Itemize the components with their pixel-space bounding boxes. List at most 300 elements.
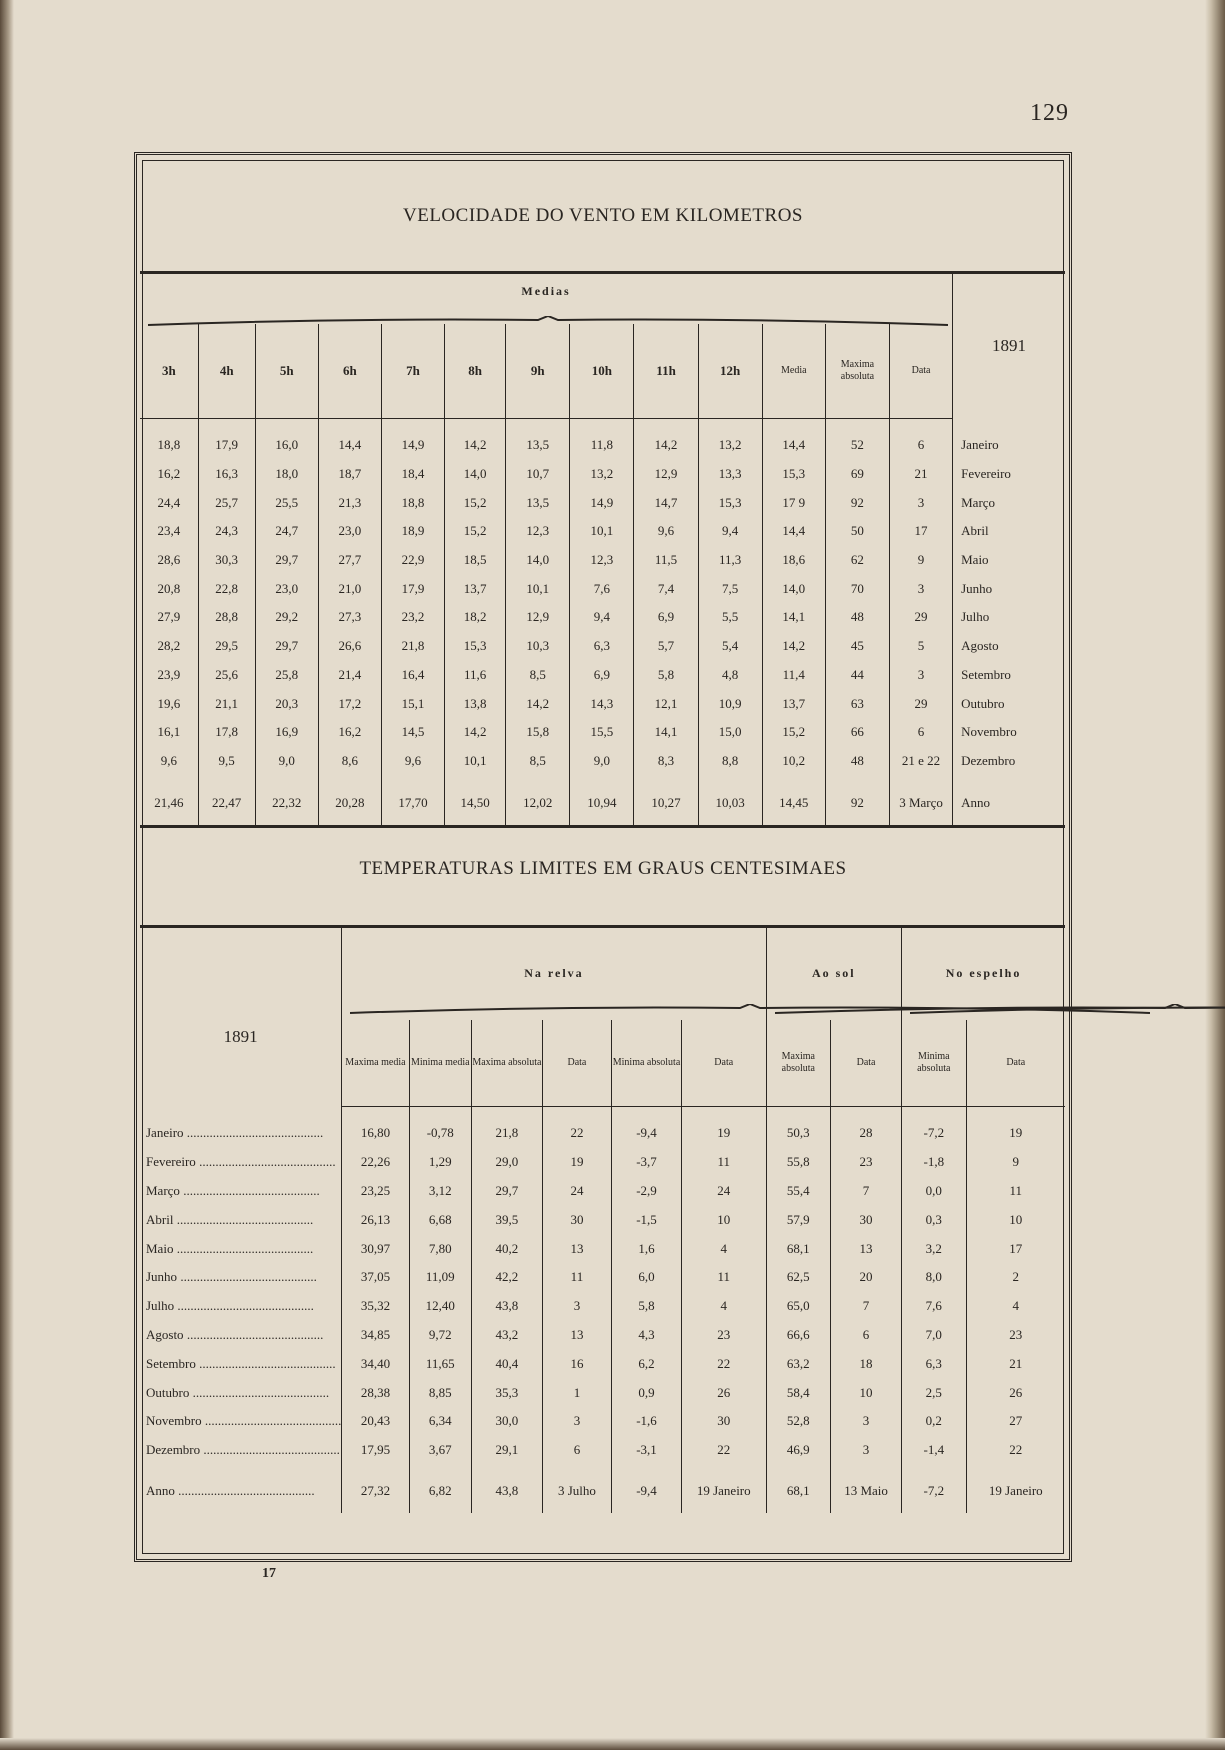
wind-column-header: Media [762,324,825,419]
temp-cell: 0,2 [902,1407,966,1436]
temp-cell: 3,2 [902,1234,966,1263]
temp-cell: 28 [831,1107,902,1148]
group-label: Na relva [524,966,584,980]
wind-month-label: Novembro [953,718,1065,747]
wind-cell: 13,5 [506,419,570,460]
wind-cell: 92 [825,488,889,517]
temp-cell: 4 [681,1234,766,1263]
wind-month-label: Anno [953,775,1065,827]
wind-cell: 9,6 [634,517,698,546]
temp-cell: 65,0 [766,1292,830,1321]
temp-cell: 43,2 [472,1321,543,1350]
wind-cell: 62 [825,546,889,575]
temp-cell: 22 [542,1107,611,1148]
wind-cell: 21,4 [318,661,381,690]
wind-cell: 13,8 [445,689,506,718]
temp-cell: -0,78 [409,1107,472,1148]
wind-cell: 6,3 [570,632,634,661]
wind-cell: 8,6 [318,747,381,776]
table-row [140,460,1065,489]
temp-column-header: Data [542,1020,611,1107]
temp-cell: -1,8 [902,1148,966,1177]
table-row [140,1107,1065,1148]
table-row [140,419,1065,460]
page-edge-left [0,0,14,1750]
temp-cell: 13 [542,1321,611,1350]
wind-cell: 21,46 [140,775,198,827]
temp-cell: 37,05 [342,1263,409,1292]
wind-cell: 52 [825,419,889,460]
temp-cell: 6,82 [409,1465,472,1513]
temp-cell: 13 [831,1234,902,1263]
wind-column-header: 6h [318,324,381,419]
temp-cell: 7,0 [902,1321,966,1350]
group-na-relva [342,927,766,1021]
temp-cell: 0,3 [902,1205,966,1234]
temp-cell: 19 [542,1148,611,1177]
table-row [140,1205,1065,1234]
temp-column-header: Maxima media [342,1020,409,1107]
temp-cell: 35,3 [472,1378,543,1407]
wind-cell: 12,1 [634,689,698,718]
temp-column-header: Data [831,1020,902,1107]
temp-month-label: Julho ..... [140,1292,342,1321]
temp-column-header: Minima absoluta [902,1020,966,1107]
temp-cell: 40,2 [472,1234,543,1263]
temp-cell: 26 [966,1378,1065,1407]
wind-cell: 16,0 [255,419,318,460]
wind-column-header: 9h [506,324,570,419]
page-edge-right [1205,0,1225,1750]
table-row [140,661,1065,690]
temp-cell: 23 [831,1148,902,1177]
wind-cell: 17,8 [198,718,255,747]
wind-cell: 16,2 [157,466,181,482]
wind-column-header: 10h [570,324,634,419]
wind-cell: 21,8 [381,632,444,661]
wind-cell: 3 [889,661,952,690]
wind-cell: 8,5 [506,661,570,690]
temp-cell: 43,8 [472,1465,543,1513]
wind-cell: 63 [825,689,889,718]
wind-month-label: Maio [953,546,1065,575]
wind-cell: 29 [889,689,952,718]
wind-cell: 3 [889,574,952,603]
temp-cell: 10 [681,1205,766,1234]
page-number: 129 [1030,100,1069,126]
wind-cell: 6,9 [634,603,698,632]
temp-cell: 7 [831,1177,902,1206]
temp-cell: 13 Maio [831,1465,902,1513]
wind-month-label: Outubro [953,689,1065,718]
wind-cell: 16,1 [157,724,181,740]
wind-cell: 25,8 [255,661,318,690]
temp-column-header: Maxima absoluta [472,1020,543,1107]
temp-cell: 19 Janeiro [681,1465,766,1513]
wind-cell: 23,0 [255,574,318,603]
group-label: Ao sol [811,966,856,980]
wind-cell: 11,6 [445,661,506,690]
temp-cell: 6 [542,1436,611,1465]
wind-cell: 7,6 [570,574,634,603]
wind-cell: 15,2 [762,718,825,747]
wind-cell: 3 [889,488,952,517]
wind-cell: 13,5 [506,488,570,517]
temp-cell: 46,9 [766,1436,830,1465]
wind-cell: 21 e 22 [889,747,952,776]
temp-cell: 26,13 [342,1205,409,1234]
wind-month-label: Julho [953,603,1065,632]
wind-month-label: Janeiro [953,419,1065,460]
temp-cell: 24 [681,1177,766,1206]
wind-cell: 26,6 [318,632,381,661]
wind-cell: 12,3 [506,517,570,546]
wind-cell: 6 [889,718,952,747]
wind-cell: 10,7 [506,460,570,489]
temp-cell: 10 [831,1378,902,1407]
temp-cell: 3 [831,1436,902,1465]
wind-cell: 17,9 [381,574,444,603]
wind-column-header: 5h [255,324,318,419]
temp-cell: 39,5 [472,1205,543,1234]
wind-group-label: Medias [521,284,571,298]
table-row [140,1148,1065,1177]
temp-cell: 30,0 [472,1407,543,1436]
wind-cell: 14,4 [762,419,825,460]
temp-cell: 68,1 [766,1234,830,1263]
temp-month-label: Março ..... [140,1177,342,1206]
temp-cell: 29,1 [472,1436,543,1465]
wind-cell: 22,8 [198,574,255,603]
wind-cell: 45 [825,632,889,661]
temp-cell: 4 [681,1292,766,1321]
temp-column-header: Data [681,1020,766,1107]
wind-cell: 9,5 [198,747,255,776]
temp-cell: 4,3 [612,1321,682,1350]
group-no-espelho [902,927,1065,1021]
temp-cell: 27,32 [342,1465,409,1513]
wind-cell: 23,0 [318,517,381,546]
wind-cell: 14,2 [445,419,506,460]
temp-cell: 3 [831,1407,902,1436]
table-row [140,1378,1065,1407]
temp-cell: 34,85 [342,1321,409,1350]
wind-cell: 14,9 [570,488,634,517]
wind-group-header [140,273,953,325]
wind-column-header: Maxima absoluta [825,324,889,419]
temp-column-header: Minima media [409,1020,472,1107]
temp-cell: 8,85 [409,1378,472,1407]
wind-cell: 14,45 [762,775,825,827]
wind-cell: 6,9 [570,661,634,690]
temp-cell: 20,43 [342,1407,409,1436]
wind-month-label: Junho [953,574,1065,603]
wind-cell: 29,7 [255,632,318,661]
temp-month-label: Agosto ..... [140,1321,342,1350]
brace-decoration [148,316,948,326]
wind-column-header: 4h [198,324,255,419]
wind-cell: 44 [825,661,889,690]
temp-cell: 3 Julho [542,1465,611,1513]
wind-cell: 18,0 [255,460,318,489]
temp-month-label: Anno ..... [140,1465,342,1513]
temp-cell: 9,72 [409,1321,472,1350]
wind-month-label: Agosto [953,632,1065,661]
temp-cell: 30 [542,1205,611,1234]
wind-column-header: Data [889,324,952,419]
wind-cell: 15,0 [698,718,762,747]
wind-cell: 10,2 [762,747,825,776]
wind-cell: 7,5 [698,574,762,603]
wind-cell: 16,4 [381,661,444,690]
wind-cell: 25,6 [198,661,255,690]
wind-cell: 24,3 [198,517,255,546]
wind-cell: 7,4 [634,574,698,603]
table-row [140,517,1065,546]
wind-cell: 15,2 [445,488,506,517]
temp-month-label: Dezembro ..... [140,1436,342,1465]
temp-cell: 11,09 [409,1263,472,1292]
wind-column-header: 12h [698,324,762,419]
temp-cell: 21,8 [472,1107,543,1148]
temp-cell: 58,4 [766,1378,830,1407]
wind-cell: 4,8 [698,661,762,690]
wind-column-header: 3h [140,324,198,419]
temp-cell: 6 [831,1321,902,1350]
table-row [140,603,1065,632]
wind-cell: 27,7 [318,546,381,575]
temp-cell: 29,7 [472,1177,543,1206]
wind-column-header: 8h [445,324,506,419]
table-row [140,1263,1065,1292]
wind-cell: 14,5 [381,718,444,747]
table-row [140,689,1065,718]
wind-cell: 66 [825,718,889,747]
temp-cell: -9,4 [612,1465,682,1513]
temp-cell: 66,6 [766,1321,830,1350]
table-row [140,1436,1065,1465]
temp-cell: 57,9 [766,1205,830,1234]
wind-cell: 15,3 [698,488,762,517]
wind-cell: 18,6 [762,546,825,575]
wind-cell: 6 [889,419,952,460]
wind-cell: 12,3 [570,546,634,575]
temp-month-label: Fevereiro ..... [140,1148,342,1177]
temp-cell: 43,8 [472,1292,543,1321]
wind-cell: 3 Março [889,775,952,827]
temp-month-label: Abril ..... [140,1205,342,1234]
wind-cell: 15,3 [762,460,825,489]
page-edge-bottom [0,1738,1225,1750]
temp-cell: 6,0 [612,1263,682,1292]
temp-cell: 22 [681,1349,766,1378]
table-row [140,488,1065,517]
wind-cell: 15,2 [445,517,506,546]
wind-cell: 14,7 [634,488,698,517]
temp-cell: 35,32 [342,1292,409,1321]
brace-decoration [910,1004,1225,1014]
wind-cell: 17,9 [198,419,255,460]
temp-cell: 19 Janeiro [966,1465,1065,1513]
wind-month-label: Dezembro [953,747,1065,776]
temp-cell: 3 [542,1292,611,1321]
wind-cell: 14,2 [634,419,698,460]
wind-cell: 14,3 [570,689,634,718]
temp-month-label: Novembro ..... [140,1407,342,1436]
wind-month-label: Março [953,488,1065,517]
annual-row [140,775,1065,827]
wind-month-label: Fevereiro [953,460,1065,489]
wind-column-header: 7h [381,324,444,419]
temp-cell: 63,2 [766,1349,830,1378]
wind-cell: 10,9 [698,689,762,718]
wind-cell: 9 [889,546,952,575]
wind-cell: 24,4 [157,494,181,510]
wind-cell: 10,1 [570,517,634,546]
wind-cell: 16,3 [198,460,255,489]
wind-cell: 5,4 [698,632,762,661]
temp-cell: 7,6 [902,1292,966,1321]
temp-cell: 23 [966,1321,1065,1350]
temp-cell: 16,80 [342,1107,409,1148]
temp-month-label: Maio ..... [140,1234,342,1263]
temp-cell: 30,97 [342,1234,409,1263]
temp-cell: 21 [966,1349,1065,1378]
wind-cell: 15,5 [570,718,634,747]
temp-cell: 0,9 [612,1378,682,1407]
temp-column-header: Data [966,1020,1065,1107]
temp-cell: 9 [966,1148,1065,1177]
temp-cell: 42,2 [472,1263,543,1292]
temp-cell: 7,80 [409,1234,472,1263]
temp-month-label: Setembro ..... [140,1349,342,1378]
wind-year-label: 1891 [953,273,1065,419]
temp-cell: 27 [966,1407,1065,1436]
wind-cell: 14,2 [762,632,825,661]
wind-cell: 21,3 [318,488,381,517]
wind-month-label: Abril [953,517,1065,546]
temp-table [140,925,1065,1513]
wind-cell: 9,6 [160,752,177,768]
temp-cell: -2,9 [612,1177,682,1206]
table-row [140,546,1065,575]
wind-cell: 18,4 [381,460,444,489]
temp-cell: 8,0 [902,1263,966,1292]
temp-month-label: Janeiro ..... [140,1107,342,1148]
table-row [140,632,1065,661]
wind-cell: 13,7 [445,574,506,603]
wind-cell: 28,2 [157,638,181,654]
table-row [140,1349,1065,1378]
wind-cell: 5 [889,632,952,661]
temp-cell: -9,4 [612,1107,682,1148]
temp-cell: 22 [966,1436,1065,1465]
wind-cell: 13,2 [570,460,634,489]
temp-cell: 22 [681,1436,766,1465]
wind-cell: 12,9 [634,460,698,489]
wind-cell: 10,27 [634,775,698,827]
temp-cell: -1,5 [612,1205,682,1234]
wind-cell: 8,5 [506,747,570,776]
temp-column-header: Maxima absoluta [766,1020,830,1107]
table-row [140,718,1065,747]
wind-cell: 20,8 [157,580,181,596]
temp-cell: 3,12 [409,1177,472,1206]
temp-cell: 52,8 [766,1407,830,1436]
table-row [140,1177,1065,1206]
wind-cell: 23,2 [381,603,444,632]
wind-cell: 28,8 [198,603,255,632]
wind-cell: 15,3 [445,632,506,661]
wind-cell: 48 [825,603,889,632]
wind-cell: 24,7 [255,517,318,546]
wind-cell: 20,3 [255,689,318,718]
wind-cell: 16,9 [255,718,318,747]
temp-cell: 3 [542,1407,611,1436]
table-row [140,1234,1065,1263]
table-row [140,747,1065,776]
table-row [140,1321,1065,1350]
wind-cell: 12,9 [506,603,570,632]
wind-cell: 20,28 [318,775,381,827]
temp-cell: 29,0 [472,1148,543,1177]
wind-cell: 14,1 [762,603,825,632]
temp-cell: 28,38 [342,1378,409,1407]
wind-cell: 18,5 [445,546,506,575]
temp-cell: 12,40 [409,1292,472,1321]
temp-cell: 18 [831,1349,902,1378]
temp-cell: 24 [542,1177,611,1206]
temp-cell: 4 [966,1292,1065,1321]
temp-cell: 3,67 [409,1436,472,1465]
wind-cell: 9,0 [570,747,634,776]
wind-cell: 11,5 [634,546,698,575]
temp-month-label: Outubro ..... [140,1378,342,1407]
table-row [140,1407,1065,1436]
wind-cell: 10,1 [506,574,570,603]
temp-month-label: Junho ..... [140,1263,342,1292]
wind-month-label: Setembro [953,661,1065,690]
temp-cell: 16 [542,1349,611,1378]
temp-cell: 19 [966,1107,1065,1148]
wind-cell: 12,02 [506,775,570,827]
wind-cell: 29,5 [198,632,255,661]
group-label: No espelho [945,966,1022,980]
wind-cell: 10,3 [506,632,570,661]
wind-cell: 14,4 [318,419,381,460]
wind-cell: 9,4 [698,517,762,546]
wind-cell: 29 [889,603,952,632]
temp-cell: 2,5 [902,1378,966,1407]
wind-cell: 18,8 [381,488,444,517]
wind-cell: 10,94 [570,775,634,827]
wind-cell: 28,6 [157,552,181,568]
wind-cell: 18,9 [381,517,444,546]
wind-cell: 18,7 [318,460,381,489]
temp-cell: 11 [542,1263,611,1292]
wind-cell: 21,0 [318,574,381,603]
wind-cell: 8,8 [698,747,762,776]
wind-cell: 5,7 [634,632,698,661]
table-row [140,574,1065,603]
wind-cell: 14,1 [634,718,698,747]
wind-cell: 29,2 [255,603,318,632]
wind-title: VELOCIDADE DO VENTO EM KILOMETROS [403,205,803,226]
wind-cell: 11,8 [570,419,634,460]
wind-cell: 14,2 [445,718,506,747]
wind-cell: 13,7 [762,689,825,718]
wind-cell: 21 [889,460,952,489]
